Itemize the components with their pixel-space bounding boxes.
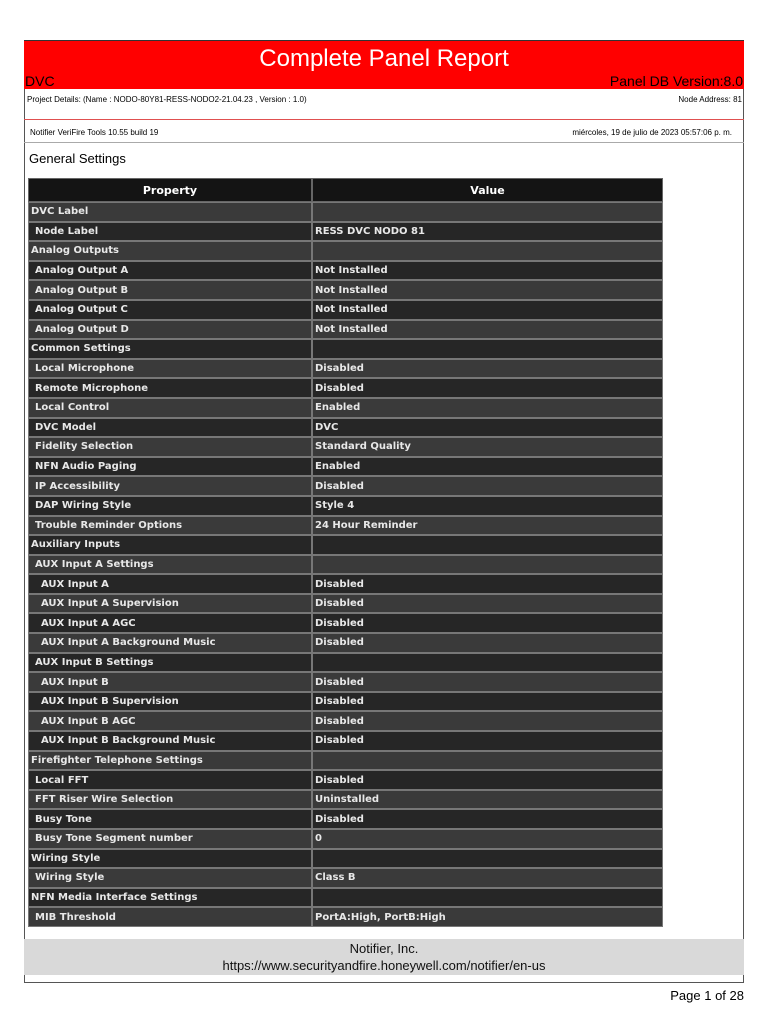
property-cell: Firefighter Telephone Settings <box>28 751 312 771</box>
value-cell <box>312 653 663 673</box>
project-row <box>24 93 744 107</box>
table-row <box>28 907 663 927</box>
property-cell: Busy Tone Segment number <box>28 829 312 849</box>
table-row <box>28 849 663 869</box>
table-row <box>28 398 663 418</box>
value-cell <box>312 535 663 555</box>
value-cell: Disabled <box>312 692 663 712</box>
tool-version: Notifier VeriFire Tools 10.55 build 19 <box>30 128 159 137</box>
table-row <box>28 359 663 379</box>
property-cell: AUX Input A <box>28 574 312 594</box>
property-cell: Trouble Reminder Options <box>28 516 312 536</box>
property-cell: Analog Output A <box>28 261 312 281</box>
value-cell: Disabled <box>312 770 663 790</box>
node-address: Node Address: 81 <box>678 95 742 104</box>
settings-table <box>28 178 663 927</box>
table-row <box>28 476 663 496</box>
value-cell: Style 4 <box>312 496 663 516</box>
table-row <box>28 535 663 555</box>
value-cell <box>312 751 663 771</box>
table-row <box>28 613 663 633</box>
property-cell: AUX Input A Settings <box>28 555 312 575</box>
property-cell: AUX Input B AGC <box>28 711 312 731</box>
tools-divider <box>24 142 744 143</box>
property-cell: Local Microphone <box>28 359 312 379</box>
table-row <box>28 829 663 849</box>
table-row <box>28 437 663 457</box>
table-row <box>28 418 663 438</box>
property-cell: AUX Input B Background Music <box>28 731 312 751</box>
property-cell: Auxiliary Inputs <box>28 535 312 555</box>
value-cell: Disabled <box>312 672 663 692</box>
header-divider <box>24 119 744 120</box>
value-cell: Not Installed <box>312 320 663 340</box>
table-row <box>28 653 663 673</box>
property-cell: Busy Tone <box>28 809 312 829</box>
table-row <box>28 594 663 614</box>
column-header-property: Property <box>28 178 312 202</box>
property-cell: AUX Input A Supervision <box>28 594 312 614</box>
property-cell: Local FFT <box>28 770 312 790</box>
value-cell: Disabled <box>312 809 663 829</box>
table-row <box>28 241 663 261</box>
property-cell: DVC Label <box>28 202 312 222</box>
value-cell: Disabled <box>312 378 663 398</box>
value-cell <box>312 555 663 575</box>
table-row <box>28 496 663 516</box>
property-cell: Analog Output D <box>28 320 312 340</box>
property-cell: DAP Wiring Style <box>28 496 312 516</box>
value-cell: Uninstalled <box>312 790 663 810</box>
value-cell <box>312 339 663 359</box>
table-row <box>28 751 663 771</box>
property-cell: Analog Output B <box>28 280 312 300</box>
table-row <box>28 574 663 594</box>
value-cell: Disabled <box>312 594 663 614</box>
table-row <box>28 202 663 222</box>
table-row <box>28 516 663 536</box>
table-row <box>28 790 663 810</box>
table-row <box>28 888 663 908</box>
value-cell: Disabled <box>312 574 663 594</box>
property-cell: Wiring Style <box>28 849 312 869</box>
property-cell: Wiring Style <box>28 868 312 888</box>
value-cell: PortA:High, PortB:High <box>312 907 663 927</box>
property-cell: AUX Input B Supervision <box>28 692 312 712</box>
db-version: Panel DB Version:8.0 <box>609 73 743 89</box>
property-cell: AUX Input A AGC <box>28 613 312 633</box>
table-row <box>28 280 663 300</box>
table-row <box>28 731 663 751</box>
value-cell: 0 <box>312 829 663 849</box>
property-cell: Local Control <box>28 398 312 418</box>
property-cell: IP Accessibility <box>28 476 312 496</box>
property-cell: FFT Riser Wire Selection <box>28 790 312 810</box>
table-row <box>28 868 663 888</box>
value-cell: Not Installed <box>312 280 663 300</box>
property-cell: AUX Input B Settings <box>28 653 312 673</box>
property-cell: NFN Media Interface Settings <box>28 888 312 908</box>
report-timestamp: miércoles, 19 de julio de 2023 05:57:06 p. m. <box>572 128 732 137</box>
table-row <box>28 555 663 575</box>
project-details: Project Details: (Name : NODO-80Y81-RESS-NODO2-21.04.23 , Version : 1.0) <box>27 95 307 104</box>
property-cell: MIB Threshold <box>28 907 312 927</box>
value-cell: DVC <box>312 418 663 438</box>
table-row <box>28 672 663 692</box>
property-cell: AUX Input A Background Music <box>28 633 312 653</box>
value-cell: Disabled <box>312 731 663 751</box>
value-cell: Enabled <box>312 457 663 477</box>
panel-type: DVC <box>25 73 55 89</box>
footer-url[interactable]: https://www.securityandfire.honeywell.com/notifier/en-us <box>222 958 546 973</box>
table-row <box>28 809 663 829</box>
table-row <box>28 261 663 281</box>
value-cell <box>312 849 663 869</box>
value-cell <box>312 888 663 908</box>
table-row <box>28 222 663 242</box>
property-cell: DVC Model <box>28 418 312 438</box>
table-row <box>28 320 663 340</box>
footer-company: Notifier, Inc. <box>349 941 419 956</box>
value-cell: Not Installed <box>312 300 663 320</box>
property-cell: Node Label <box>28 222 312 242</box>
property-cell: Analog Output C <box>28 300 312 320</box>
table-row <box>28 770 663 790</box>
page-number: Page 1 of 28 <box>670 988 744 1003</box>
value-cell: Enabled <box>312 398 663 418</box>
value-cell: Standard Quality <box>312 437 663 457</box>
table-row <box>28 692 663 712</box>
value-cell <box>312 202 663 222</box>
value-cell: Disabled <box>312 613 663 633</box>
value-cell: Not Installed <box>312 261 663 281</box>
column-header-value: Value <box>312 178 663 202</box>
table-header-row <box>28 178 663 202</box>
value-cell: RESS DVC NODO 81 <box>312 222 663 242</box>
value-cell: Disabled <box>312 476 663 496</box>
subtitle-bar <box>24 74 744 89</box>
table-row <box>28 339 663 359</box>
table-row <box>28 378 663 398</box>
table-row <box>28 711 663 731</box>
value-cell: Disabled <box>312 711 663 731</box>
tools-row <box>24 126 744 140</box>
value-cell: Class B <box>312 868 663 888</box>
property-cell: Common Settings <box>28 339 312 359</box>
report-title: Complete Panel Report <box>24 40 744 74</box>
property-cell: AUX Input B <box>28 672 312 692</box>
property-cell: Analog Outputs <box>28 241 312 261</box>
property-cell: Remote Microphone <box>28 378 312 398</box>
table-row <box>28 457 663 477</box>
property-cell: NFN Audio Paging <box>28 457 312 477</box>
section-title: General Settings <box>29 151 126 166</box>
value-cell: 24 Hour Reminder <box>312 516 663 536</box>
value-cell: Disabled <box>312 359 663 379</box>
property-cell: Fidelity Selection <box>28 437 312 457</box>
table-row <box>28 300 663 320</box>
table-row <box>28 633 663 653</box>
value-cell <box>312 241 663 261</box>
value-cell: Disabled <box>312 633 663 653</box>
footer-band <box>24 939 744 975</box>
